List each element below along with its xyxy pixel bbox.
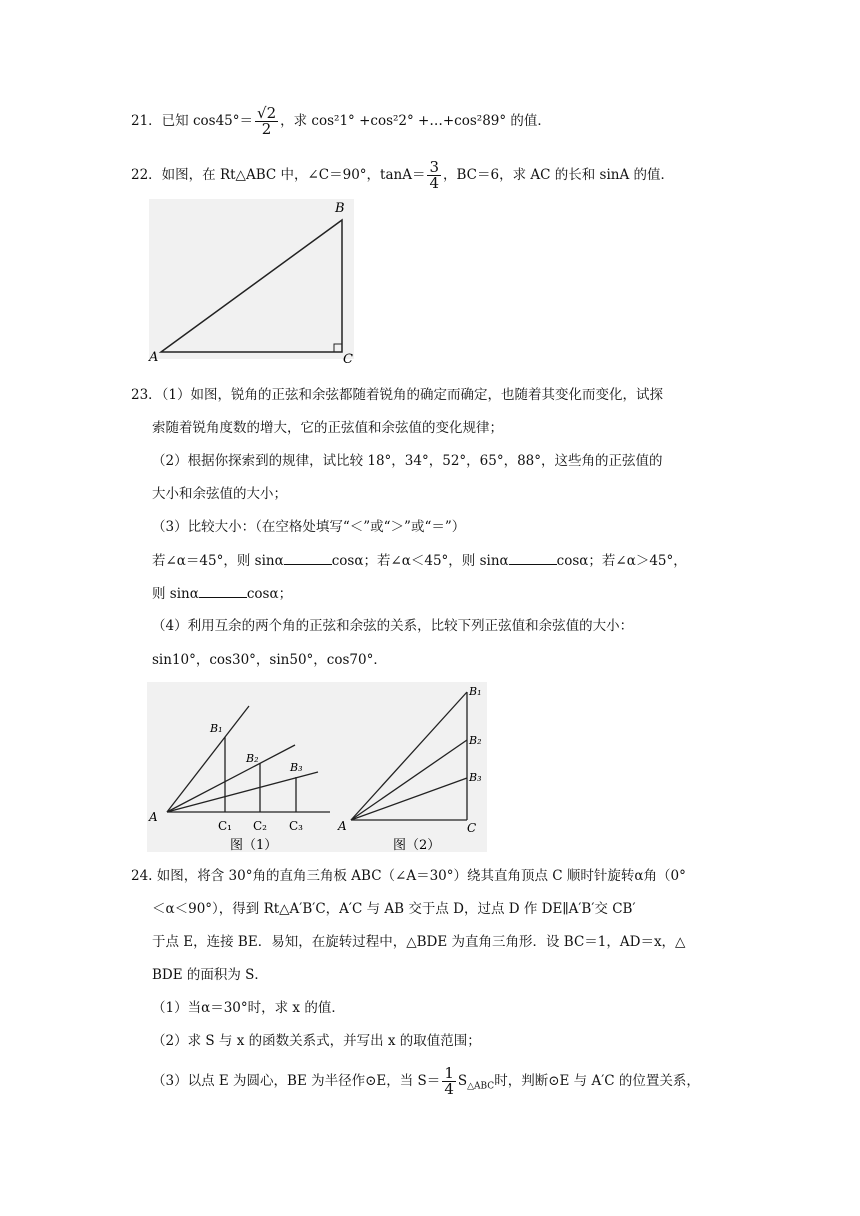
q23-line6-part-a: 若∠α＝45°，则 sinα [152, 553, 284, 569]
q23-line7-part-a: 则 sinα [152, 586, 199, 602]
q23-figures [145, 680, 495, 858]
q23-line6-part-c: cosα；若∠α＞45°， [556, 553, 687, 569]
answer-blank-1 [284, 550, 332, 565]
q24-line-6: （2）求 S 与 x 的函数关系式，并写出 x 的取值范围； [152, 1033, 481, 1049]
q22-frac-denominator: 4 [429, 174, 440, 192]
fig2-caption: 图（2） [393, 838, 441, 853]
q23-line-1: 23．（1）如图，锐角的正弦和余弦都随着锐角的确定而确定，也随着其变化而变化，试探 [131, 387, 664, 403]
q24-line-4: BDE 的面积为 S． [152, 967, 268, 983]
fig1-caption: 图（1） [230, 838, 278, 853]
q24-line7-subscript: △ABC [467, 1081, 495, 1092]
q21-suffix: ，求 cos²1° +cos²2° +…+cos²89° 的值． [280, 113, 551, 129]
fig1-label-a: A [149, 810, 158, 824]
answer-blank-3 [199, 583, 247, 598]
q23-line-2: 索随着锐角度数的增大，它的正弦值和余弦值的变化规律； [152, 420, 503, 436]
fig2-label-b1: B₁ [469, 685, 482, 698]
q22-fraction [427, 160, 441, 191]
q24-fraction [442, 1066, 456, 1097]
q23-line-9: sin10°，cos30°，sin50°，cos70°． [152, 652, 387, 668]
q21-frac-denominator: 2 [261, 120, 272, 138]
fig1-label-b3: B₃ [290, 761, 303, 774]
fig1-label-c2: C₂ [253, 819, 267, 833]
q21-line [131, 106, 551, 137]
q22-frac-numerator: 3 [429, 158, 440, 176]
q24-line-1: 24. 如图，将含 30°角的直角三角板 ABC（∠A＝30°）绕其直角顶点 C 顺时针旋转α角（0° [131, 868, 686, 884]
q24-frac-numerator: 1 [444, 1064, 454, 1082]
q24-line-3: 于点 E，连接 BE．易知，在旋转过程中，△BDE 为直角三角形．设 BC＝1，AD＝x，△ [152, 934, 686, 950]
fig2-label-a: A [338, 819, 347, 833]
q24-frac-denominator: 4 [444, 1080, 454, 1098]
q22-prefix: 22．如图，在 Rt△ABC 中，∠C＝90°，tanA＝ [131, 167, 426, 183]
q21-prefix: 21．已知 cos45°＝ [131, 113, 254, 129]
q23-figures-background [147, 682, 487, 852]
q22-figure-background [149, 199, 354, 359]
q23-line-7 [152, 583, 292, 604]
fig1-label-b1: B₁ [210, 722, 223, 735]
q22-figure [145, 195, 375, 370]
q23-line7-part-b: cosα； [246, 586, 293, 602]
q22-suffix: ，BC＝6，求 AC 的长和 sinA 的值． [443, 167, 675, 183]
q23-line-6 [152, 550, 687, 571]
q24-line7-part-c: 时，判断⊙E 与 A′C 的位置关系， [494, 1073, 700, 1089]
q24-line-2: ＜α＜90°），得到 Rt△A′B′C，A′C 与 AB 交于点 D，过点 D 作 DE∥A′B′交 CB′ [152, 901, 636, 917]
fig1-label-c3: C₃ [289, 819, 303, 833]
fig2-label-b2: B₂ [469, 734, 482, 747]
fig1-label-c1: C₁ [218, 819, 232, 833]
label-c: C [343, 352, 353, 367]
q24-line7-part-a: （3）以点 E 为圆心，BE 为半径作⊙E，当 S＝ [152, 1073, 441, 1089]
q21-fraction [255, 106, 278, 137]
q23-line-8: （4）利用互余的两个角的正弦和余弦的关系，比较下列正弦值和余弦值的大小： [152, 618, 634, 634]
q23-line-5: （3）比较大小：（在空格处填写“＜”或“＞”或“＝”） [152, 519, 466, 535]
label-b: B [335, 201, 345, 216]
q24-line7-s: S [457, 1073, 468, 1089]
q21-frac-numerator: √2 [257, 104, 277, 122]
fig2-label-b3: B₃ [469, 771, 482, 784]
q23-line6-part-b: cosα；若∠α＜45°，则 sinα [331, 553, 509, 569]
fig2-label-c: C [467, 821, 477, 835]
q22-line [131, 160, 674, 191]
q24-line-5: （1）当α＝30°时，求 x 的值． [152, 1000, 345, 1016]
q23-line-4: 大小和余弦值的大小； [152, 486, 287, 502]
q24-line-7 [152, 1066, 700, 1097]
answer-blank-2 [509, 550, 557, 565]
label-a: A [149, 350, 159, 365]
fig1-label-b2: B₂ [246, 752, 259, 765]
q23-line-3: （2）根据你探索到的规律，试比较 18°，34°，52°，65°，88°，这些角的正弦值的 [152, 453, 663, 469]
